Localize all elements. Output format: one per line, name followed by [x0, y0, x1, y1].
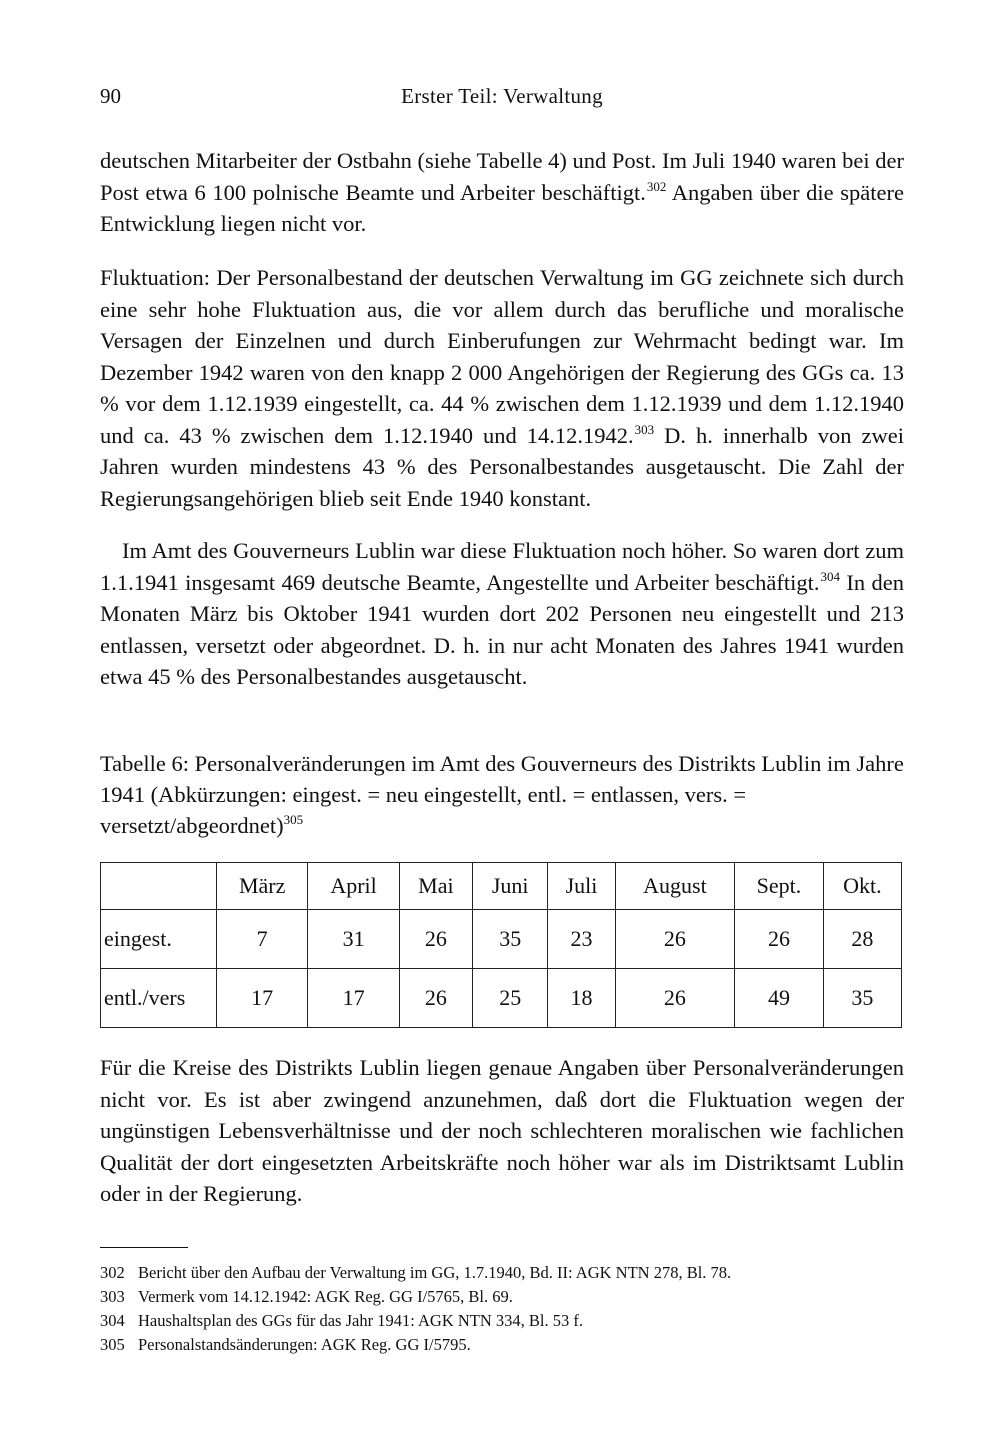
footnote-number: 305: [100, 1335, 125, 1354]
column-header: August: [615, 863, 735, 910]
personnel-changes-table: [100, 862, 902, 1028]
table-cell: 26: [615, 910, 735, 969]
row-label: eingest.: [101, 910, 217, 969]
table-row: [101, 969, 902, 1028]
footnote-divider: [100, 1247, 188, 1248]
paragraph-2: [100, 262, 904, 514]
paragraph-4: Für die Kreise des Distrikts Lublin liegen genaue Angaben über Personalveränderungen nicht vor. Es ist aber zwingend anzunehmen, daß dort die Fluktuation wegen der ungünstigen Lebensverhältnisse und der noch schlechteren moralischen wie fachlichen Qualität der dort eingesetzten Arbeitskräfte noch höher war als im Distriktsamt Lublin oder in der Regierung.: [100, 1055, 904, 1206]
paragraph-3-text-a: Im Amt des Gouverneurs Lublin war diese Fluktuation noch höher. So waren dort zum 1.1.1941 insgesamt 469 deutsche Beamte, Angestellte und Arbeiter beschäftigt.: [100, 538, 904, 595]
table-row: [101, 910, 902, 969]
paragraph-3: [100, 535, 904, 693]
footnote-text: Personalstandsänderungen: AGK Reg. GG I/5795.: [138, 1335, 471, 1354]
table-corner-cell: [101, 863, 217, 910]
column-header: Mai: [399, 863, 472, 910]
table-cell: 26: [615, 969, 735, 1028]
running-header: [100, 84, 904, 118]
table-cell: 18: [548, 969, 615, 1028]
row-label: entl./vers: [101, 969, 217, 1028]
paragraph-2-text-a: Fluktuation: Der Personalbestand der deutschen Verwaltung im GG zeichnete sich durch eine sehr hohe Fluktuation aus, die vor allem durch das berufliche und moralische Versagen der Einzelnen und durch Einberufungen zur Wehrmacht bedingt war. Im Dezember 1942 waren von den knapp 2 000 Angehörigen der Regierung des GGs ca. 13 % vor dem 1.12.1939 eingestellt, ca. 44 % zwischen dem 1.12.1939 und dem 1.12.1940 und ca. 43 % zwischen dem 1.12.1940 und 14.12.1942.: [100, 265, 904, 448]
footnote-ref-302: 302: [646, 178, 667, 194]
table-cell: 35: [823, 969, 901, 1028]
table-caption-text: Tabelle 6: Personalveränderungen im Amt des Gouverneurs des Distrikts Lublin im Jahre 1941 (Abkürzungen: eingest. = neu eingestellt, entl. = entlassen, vers. = versetzt/abgeordnet): [100, 751, 904, 838]
column-header: Okt.: [823, 863, 901, 910]
table-caption: [100, 748, 904, 841]
footnote-number: 302: [100, 1263, 125, 1282]
paragraph-1-text-b: Angaben über die spätere Entwicklung liegen nicht vor.: [100, 179, 904, 236]
table-cell: 17: [308, 969, 399, 1028]
footnote-ref-303: 303: [634, 421, 655, 437]
page-number: 90: [100, 84, 121, 108]
table-cell: 17: [217, 969, 308, 1028]
table-cell: 23: [548, 910, 615, 969]
footnote-number: 304: [100, 1311, 125, 1330]
footnote-305: [100, 1334, 920, 1356]
table-cell: 26: [399, 910, 472, 969]
footnote-text: Haushaltsplan des GGs für das Jahr 1941: AGK NTN 334, Bl. 53 f.: [138, 1311, 583, 1330]
column-header: Juni: [473, 863, 548, 910]
footnote-number: 303: [100, 1287, 125, 1306]
table-cell: 25: [473, 969, 548, 1028]
table-cell: 49: [735, 969, 823, 1028]
table-header-row: [101, 863, 902, 910]
table-cell: 26: [735, 910, 823, 969]
footnote-ref-305: 305: [283, 812, 304, 827]
footnote-ref-304: 304: [820, 568, 841, 584]
footnote-304: [100, 1310, 920, 1332]
paragraph-3-text-b: In den Monaten März bis Oktober 1941 wurden dort 202 Personen neu eingestellt und 213 entlassen, versetzt oder abgeordnet. D. h. in nur acht Monaten des Jahres 1941 wurden etwa 45 % des Personalbestandes ausgetauscht.: [100, 569, 904, 689]
table-cell: 7: [217, 910, 308, 969]
column-header: März: [217, 863, 308, 910]
footnote-303: [100, 1286, 920, 1308]
footnote-text: Bericht über den Aufbau der Verwaltung im GG, 1.7.1940, Bd. II: AGK NTN 278, Bl. 78.: [138, 1263, 732, 1282]
table-cell: 35: [473, 910, 548, 969]
paragraph-1: [100, 145, 904, 240]
table-cell: 31: [308, 910, 399, 969]
running-title: Erster Teil: Verwaltung: [401, 84, 603, 108]
paragraph-1-text-a: deutschen Mitarbeiter der Ostbahn (siehe Tabelle 4) und Post. Im Juli 1940 waren bei der Post etwa 6 100 polnische Beamte und Arbeiter beschäftigt.: [100, 148, 904, 205]
table-cell: 28: [823, 910, 901, 969]
column-header: Sept.: [735, 863, 823, 910]
footnote-302: [100, 1262, 920, 1284]
footnote-text: Vermerk vom 14.12.1942: AGK Reg. GG I/5765, Bl. 69.: [138, 1287, 513, 1306]
table-cell: 26: [399, 969, 472, 1028]
paragraph-2-text-b: D. h. innerhalb von zwei Jahren wurden mindestens 43 % des Personalbestandes ausgetauscht. Die Zahl der Regierungsangehörigen blieb seit Ende 1940 konstant.: [100, 422, 904, 511]
column-header: Juli: [548, 863, 615, 910]
column-header: April: [308, 863, 399, 910]
